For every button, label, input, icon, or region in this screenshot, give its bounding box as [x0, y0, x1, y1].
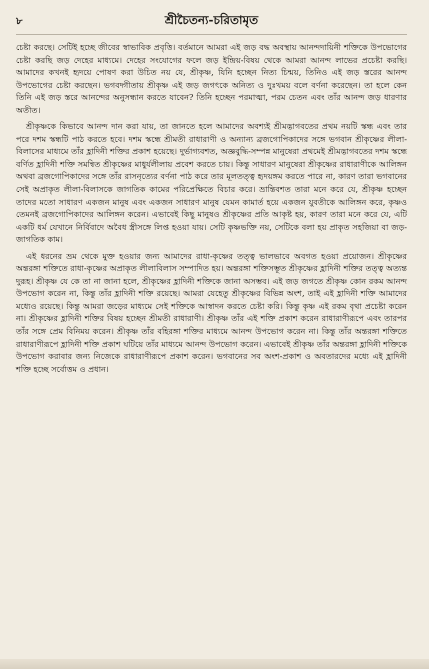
page-header — [16, 12, 407, 35]
body-text — [16, 41, 407, 375]
paragraph-3: এই ধরনের ভ্রম থেকে মুক্ত হওয়ার জন্য আমাদের রাধা-কৃষ্ণের তত্ত্ব ভালভাবে অবগত হওয়া প্রয়োজন। শ্রীকৃষ্ণের অন্তরঙ্গা শক্তিতে রাধা-কৃষ্ণের অপ্রাকৃত লীলাবিলাস সম্পাদিত হয়। অন্তরঙ্গা শক্তিসম্ভূত শ্রীকৃষ্ণের হ্লাদিনী শক্তির তত্ত্ব অত্যন্ত দুরূহ। শ্রীকৃষ্ণ যে কে তা না জানা হলে, শ্রীকৃষ্ণের হ্লাদিনী শক্তিকে জানা অসম্ভব। এই জড় জগতে শ্রীকৃষ্ণ কোন রকম আনন্দ উপভোগ করেন না, কিন্তু তাঁর হ্লাদিনী শক্তি রয়েছে। আমরা যেহেতু শ্রীকৃষ্ণের বিভিন্ন অংশ, তাই এই হ্লাদিনী শক্তি আমাদের মধ্যেও রয়েছে। কিন্তু আমরা জড়ের মাধ্যমে সেই শক্তিকে আস্বাদন করতে চেষ্টা করি। কিন্তু কৃষ্ণ এই রকম বৃথা প্রচেষ্টা করেন না। শ্রীকৃষ্ণের হ্লাদিনী শক্তির বিষয় হচ্ছেন শ্রীমতী রাধারাণী। শ্রীকৃষ্ণ তাঁর এই শক্তি প্রকাশ করেন রাধারাণীরূপে এবং তারপর তাঁর সঙ্গে প্রেম বিনিময় করেন। শ্রীকৃষ্ণ তাঁর বহিরঙ্গা শক্তির মাধ্যমে আনন্দ উপভোগ করেন না। কিন্তু তাঁর অন্তরঙ্গা শক্তিতে রাধারাণীরূপে হ্লাদিনী শক্তি প্রকাশ ঘটিয়ে তাঁর মাধ্যমে আনন্দ উপভোগ করেন। এভাবেই শ্রীকৃষ্ণ তাঁর অন্তরঙ্গা হ্লাদিনী শক্তিকে উপভোগ করাবার জন্য নিজেকে রাধারাণীরূপে প্রকাশ করেন। ভগবানের সব অংশ-প্রকাশ ও অবতারদের মধ্যে এই হ্লাদিনী শক্তি হচ্ছে সর্বোত্তম ও প্রধান। — [16, 250, 407, 374]
page-number: ৮ — [16, 16, 23, 27]
footer-strip — [0, 659, 429, 669]
paragraph-1: চেষ্টা করছে। সেটিই হচ্ছে জীবের স্বাভাবিক প্রবৃত্তি। বর্তমানে আমরা এই জড় বদ্ধ অবস্থায় আনন্দদায়িনী শক্তিকে উপভোগের চেষ্টা করছি জড় দেহের মাধ্যমে। দেহের সংযোগের ফলে জড় ইন্দ্রিয়-বিষয় থেকে আমরা আনন্দ লাভের প্রচেষ্টা করছি। আমাদের কখনই হৃদয়ে পোষণ করা উচিত নয় যে, শ্রীকৃষ্ণ, যিনি হচ্ছেন নিত্য চিন্ময়, তিনিও এই জড় স্তরের আনন্দ উপভোগের চেষ্টা করছেন। ভগবদ্গীতায় শ্রীকৃষ্ণ এই জড় জগৎকে অনিত্য ও দুঃখময় বলে বর্ণনা করেছেন। তা হলে কেন তিনি এই জড় স্তরে আনন্দের অনুসন্ধান করতে যাবেন? তিনি হচ্ছেন পরমাত্মা, পরম চেতন এবং তাঁর আনন্দ জড় ধারণার অতীত। — [16, 42, 407, 115]
paragraph-2: শ্রীকৃষ্ণকে কিভাবে আনন্দ দান করা যায়, তা জানতে হলে আমাদের অবশ্যই শ্রীমদ্ভাগবতের প্রথম নয়টি স্কন্ধ এবং তার পরে দশম স্কন্ধটি পাঠ করতে হবে। দশম স্কন্ধে শ্রীমতী রাধারাণী ও অন্যান্য ব্রজগোপিকাদের সঙ্গে ভগবান শ্রীকৃষ্ণের লীলা-বিলাসের মাধ্যমে তাঁর হ্লাদিনী শক্তির প্রকাশ হয়েছে। দুর্ভাগ্যবশত, অজ্ঞবুদ্ধি-সম্পন্ন মানুষেরা প্রথমেই শ্রীমদ্ভাগবতের দশম স্কন্ধে বর্ণিত হ্লাদিনী শক্তি সমন্বিত শ্রীকৃষ্ণের মাধুর্যলীলায় প্রবেশ করতে চায়। কিন্তু সাধারণ মানুষেরা শ্রীকৃষ্ণের রাধারাণীকে আলিঙ্গন অথবা ব্রজগোপিকাদের সঙ্গে তাঁর রাসনৃত্যের বর্ণনা পাঠ করে তার মূলতত্ত্ব হৃদয়ঙ্গম করতে পারে না, কারণ তারা ভগবানের সেই অপ্রাকৃত লীলা-বিলাসকে জাগতিক কামের পরিপ্রেক্ষিতে বিচার করে। ভ্রান্তিবশত তারা মনে করে যে, শ্রীকৃষ্ণ হচ্ছেন তাদের মতো সাধারণ একজন মানুষ এবং একজন সাধারণ মানুষ যেমন কামার্ত হয়ে একজন যুবতীকে আলিঙ্গন করে, কৃষ্ণও তেমনই ব্রজগোপিকাদের আলিঙ্গন করেন। এভাবেই কিছু মানুষও শ্রীকৃষ্ণের প্রতি আকৃষ্ট হয়, কারণ তারা মনে করে যে, এটি একটি ধর্ম যেখানে নির্বিবাদে অবৈধ স্ত্রীসঙ্গে লিপ্ত হওয়া যায়। সেটি কৃষ্ণভক্তি নয়, সেটিকে বলা হয় প্রাকৃত সহজিয়া বা জড়-জাগতিক কাম। — [16, 121, 407, 245]
running-title: শ্রীচৈতন্য-চরিতামৃত — [164, 13, 259, 27]
